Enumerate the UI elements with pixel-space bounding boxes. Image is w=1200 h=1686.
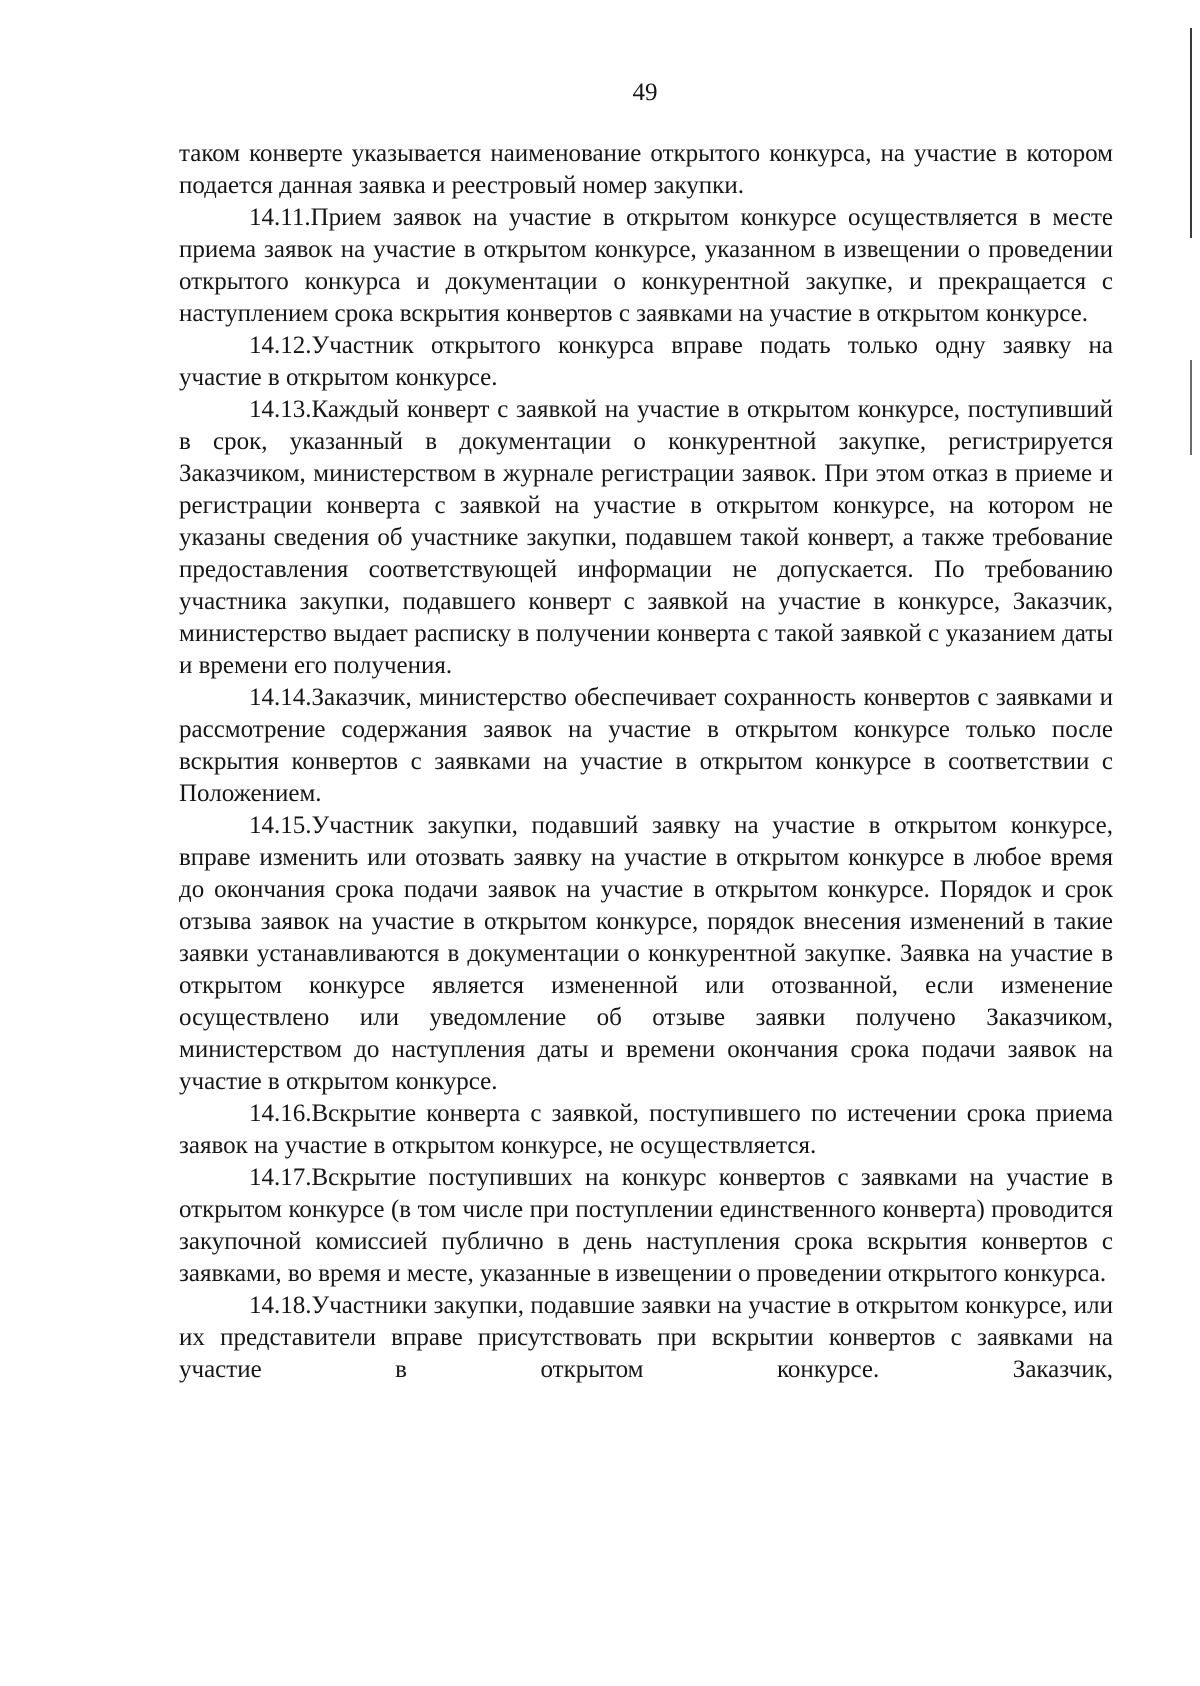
paragraph: 14.11.Прием заявок на участие в открытом конкурсе осуществляется в месте приема заявок на участие в открытом конкурсе, указанном в извещении о проведении открытого конкурса и документации о конкурентной закупке, и прекращается с наступлением срока вскрытия конвертов с заявками на участие в открытом конкурсе. [179, 204, 1113, 327]
paragraph: 14.18.Участники закупки, подавшие заявки на участие в открытом конкурсе, или их представители вправе присутствовать при вскрытии конвертов с заявками на участие в открытом конкурсе. Заказчик, [179, 1292, 1113, 1383]
page-number: 49 [632, 79, 658, 106]
paragraph: таком конверте указывается наименование открытого конкурса, на участие в котором подается данная заявка и реестровый номер закупки. [179, 140, 1113, 199]
paragraph: 14.17.Вскрытие поступивших на конкурс конвертов с заявками на участие в открытом конкурсе (в том числе при поступлении единственного конверта) проводится закупочной комиссией публично в день наступления срока вскрытия конвертов с заявками, во время и месте, указанные в извещении о проведении открытого конкурса. [179, 1164, 1113, 1287]
scan-edge-mark [1190, 360, 1192, 455]
paragraph: 14.12.Участник открытого конкурса вправе подать только одну заявку на участие в открытом конкурсе. [179, 332, 1113, 391]
paragraph: 14.15.Участник закупки, подавший заявку на участие в открытом конкурсе, вправе изменить или отозвать заявку на участие в открытом конкурсе в любое время до окончания срока подачи заявок на участие в открытом конкурсе. Порядок и срок отзыва заявок на участие в открытом конкурсе, порядок внесения изменений в такие заявки устанавливаются в документации о конкурентной закупке. Заявка на участие в открытом конкурсе является измененной или отозванной, если изменение осуществлено или уведомление об отзыве заявки получено Заказчиком, министерством до наступления даты и времени окончания срока подачи заявок на участие в открытом конкурсе. [179, 812, 1113, 1095]
scan-edge-mark [1190, 28, 1192, 238]
paragraph: 14.14.Заказчик, министерство обеспечивает сохранность конвертов с заявками и рассмотрение содержания заявок на участие в открытом конкурсе только после вскрытия конвертов с заявками на участие в открытом конкурсе в соответствии с Положением. [179, 684, 1113, 807]
paragraph: 14.13.Каждый конверт с заявкой на участие в открытом конкурсе, поступивший в срок, указанный в документации о конкурентной закупке, регистрируется Заказчиком, министерством в журнале регистрации заявок. При этом отказ в приеме и регистрации конверта с заявкой на участие в открытом конкурсе, на котором не указаны сведения об участнике закупки, подавшем такой конверт, а также требование предоставления соответствующей информации не допускается. По требованию участника закупки, подавшего конверт с заявкой на участие в конкурсе, Заказчик, министерство выдает расписку в получении конверта с такой заявкой с указанием даты и времени его получения. [179, 396, 1113, 679]
paragraph: 14.16.Вскрытие конверта с заявкой, поступившего по истечении срока приема заявок на участие в открытом конкурсе, не осуществляется. [179, 1100, 1113, 1159]
document-body [179, 138, 1113, 1386]
